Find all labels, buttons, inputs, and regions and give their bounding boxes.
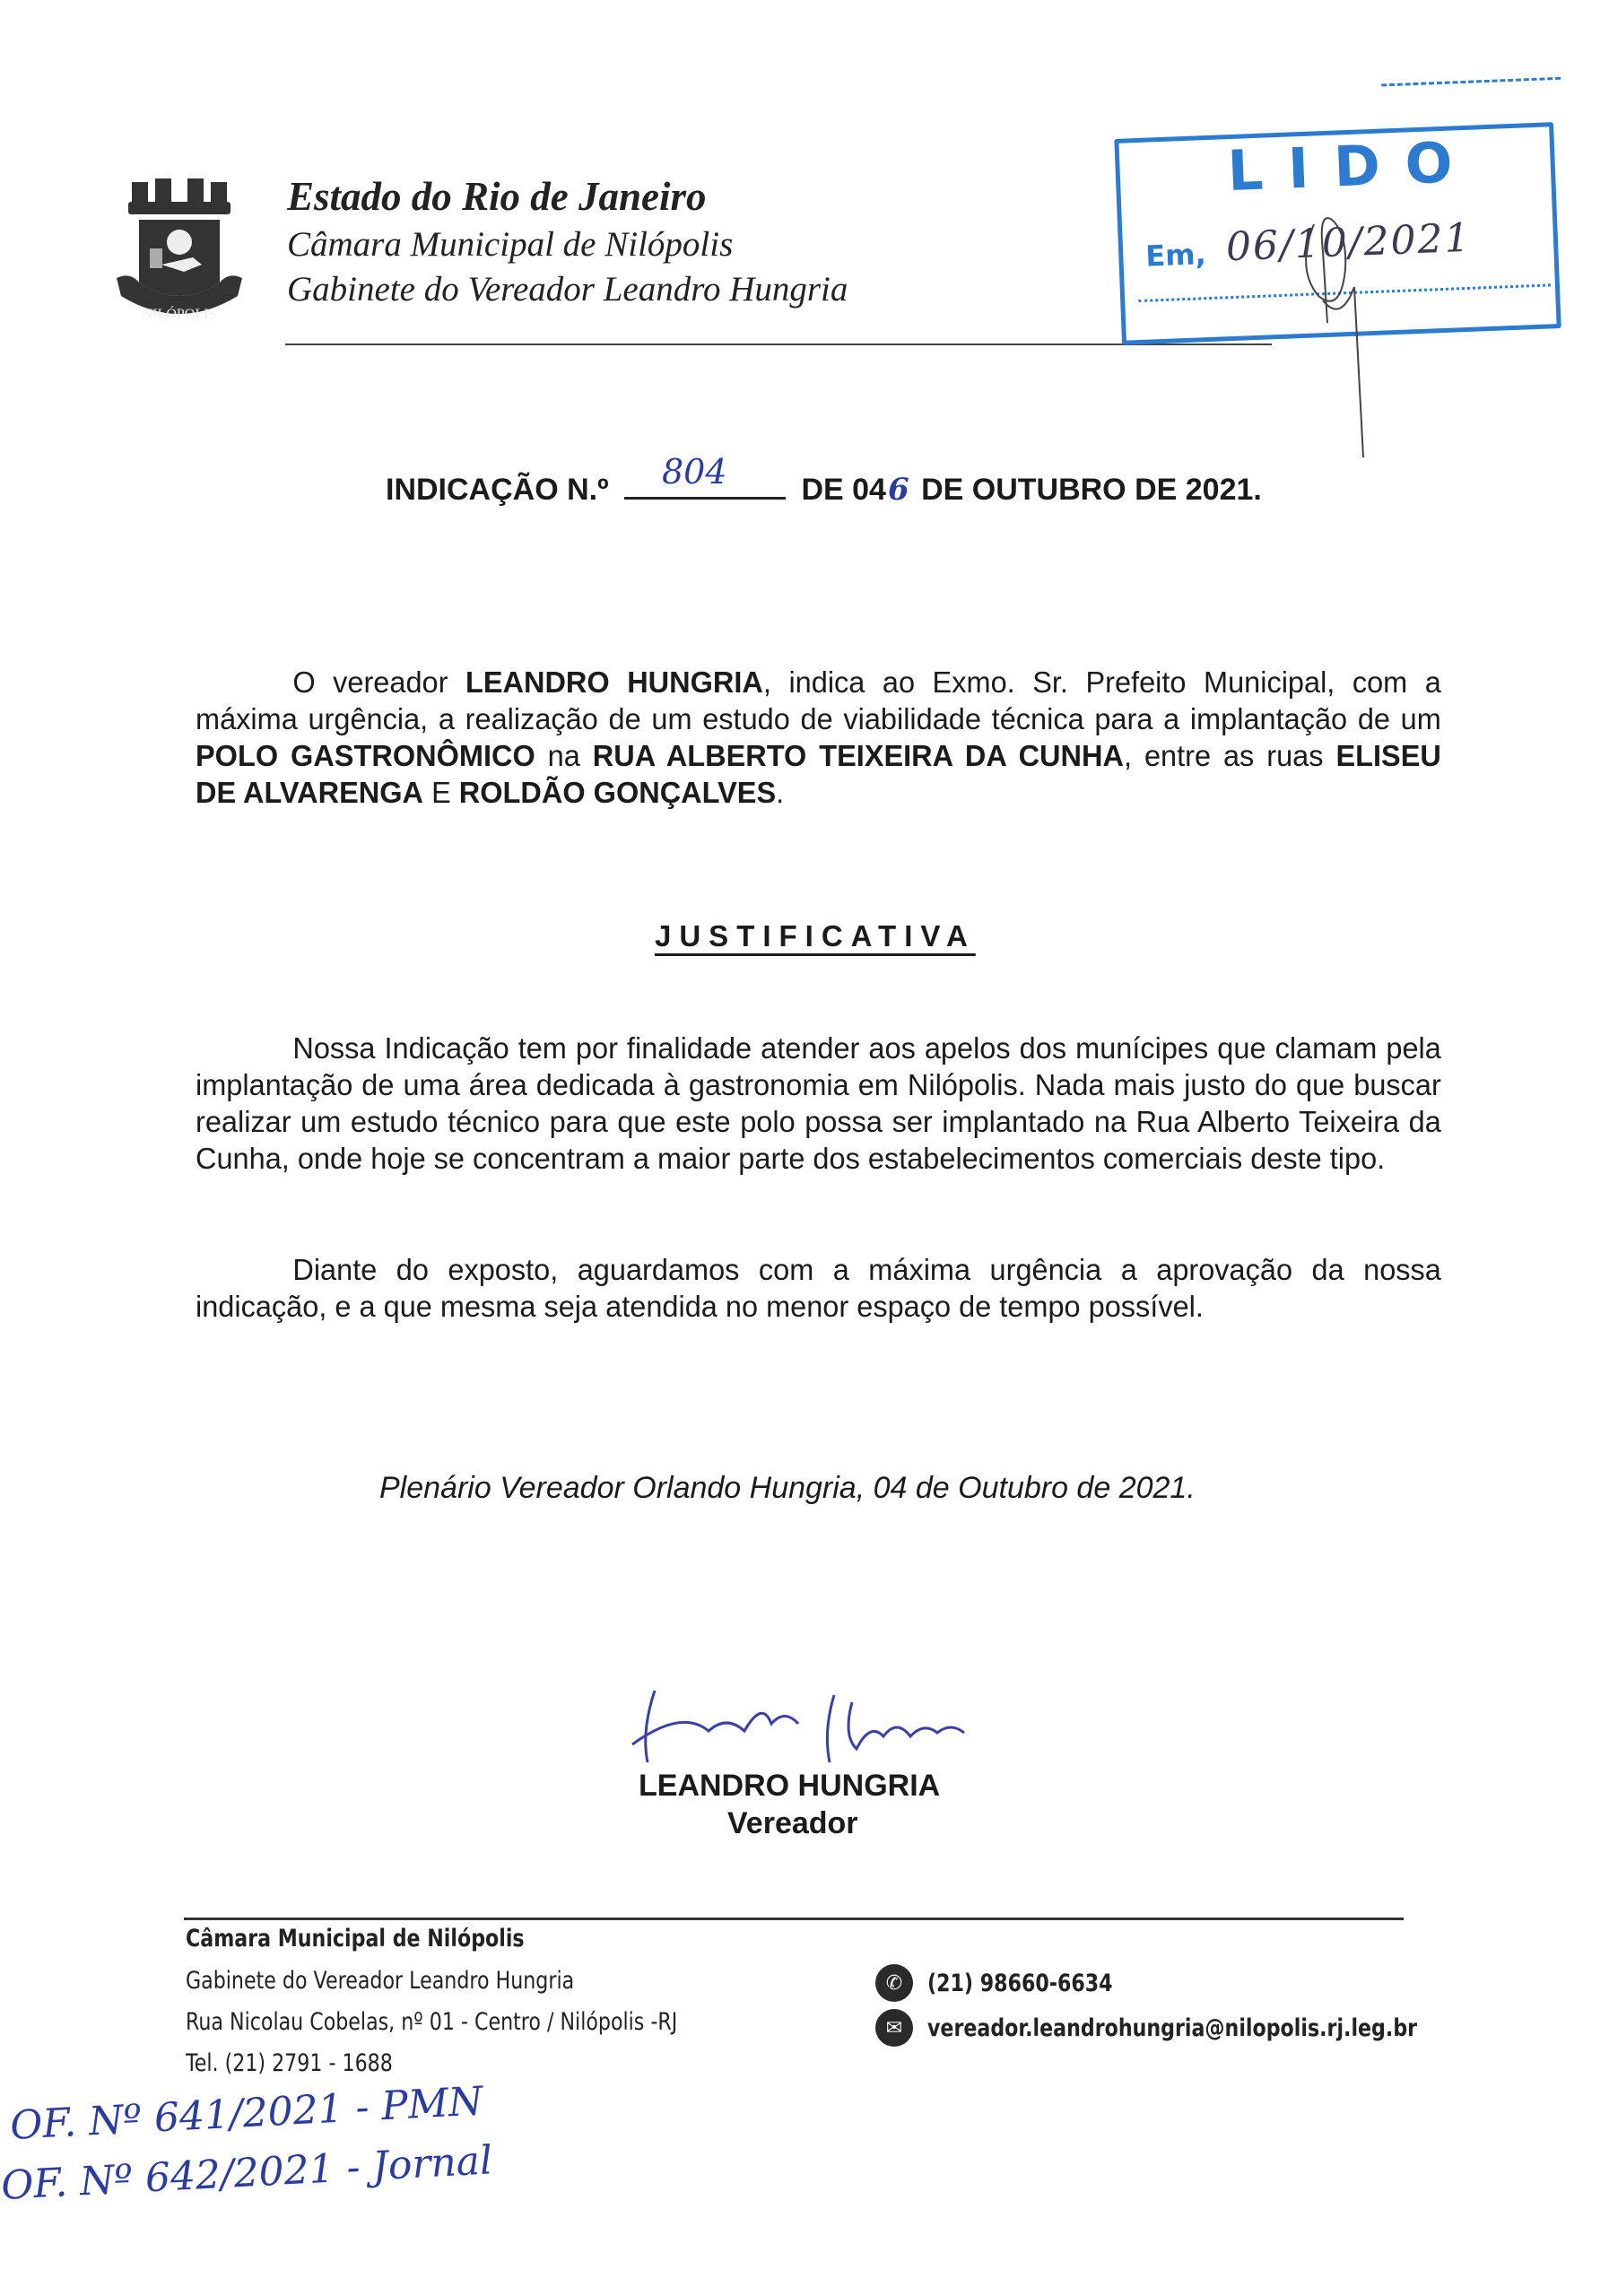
crest-text: NILÓPOLIS	[142, 307, 217, 322]
footer-telephone: Tel. (21) 2791 - 1688	[186, 2049, 393, 2077]
whatsapp-icon: ✆	[875, 1964, 913, 2002]
footer-office: Gabinete do Vereador Leandro Hungria	[186, 1967, 575, 1995]
place-date-line: Plenário Vereador Orlando Hungria, 04 de Outubro de 2021.	[379, 1471, 1196, 1505]
stamp-top-dash	[1381, 77, 1561, 87]
footer-address: Rua Nicolau Cobelas, nº 01 - Centro / Nilópolis -RJ	[186, 2008, 678, 2036]
text-run: , indica ao Exmo. Sr. Prefeito Municipal, com a máxima urgência, a realização de um estudo de viabilidade técnica para a implantação de um	[196, 665, 1441, 735]
footer-whatsapp	[875, 1964, 1153, 2002]
emphasis-run: POLO GASTRONÔMICO	[196, 739, 535, 772]
signatory-role: Vereador	[727, 1806, 858, 1840]
footer-email	[875, 2009, 1525, 2047]
justificativa-paragraph-1	[196, 1030, 1441, 1177]
indicacao-paragraph	[196, 664, 1441, 811]
initials-signature	[1292, 215, 1408, 466]
justificativa-title: JUSTIFICATIVA	[655, 919, 976, 952]
stamp-handwritten-date: 06/10/2021	[1225, 214, 1473, 271]
justificativa-text-2: Diante do exposto, aguardamos com a máxima urgência a aprovação da nossa indicação, e a que mesma seja atendida no menor espaço de tempo possível.	[196, 1253, 1441, 1323]
emphasis-run: RUA ALBERTO TEIXEIRA DA CUNHA	[592, 739, 1124, 772]
text-run: O vereador	[292, 665, 465, 699]
indicacao-number: 804	[661, 452, 727, 491]
indicacao-suffix: DE OUTUBRO DE 2021.	[921, 473, 1262, 507]
handwritten-note-2: OF. Nº 642/2021 - Jornal	[0, 2137, 494, 2209]
stamp-prefix: Em,	[1144, 237, 1207, 274]
envelope-icon: ✉	[875, 2009, 913, 2047]
header-chamber: Câmara Municipal de Nilópolis	[287, 225, 734, 264]
text-run: E	[423, 776, 459, 809]
emphasis-run: ROLDÃO GONÇALVES	[458, 776, 777, 809]
indicacao-number-blank	[624, 452, 786, 500]
text-run: .	[776, 776, 785, 809]
indicacao-day: 04	[852, 473, 886, 507]
handwritten-signature	[628, 1686, 1005, 1767]
header-office: Gabinete do Vereador Leandro Hungria	[287, 270, 848, 309]
justificativa-text-1: Nossa Indicação tem por finalidade atender aos apelos dos munícipes que clamam pela implantação de uma área dedicada à gastronomia em Nilópolis. Nada mais justo do que buscar realizar um estudo técnico para que este polo possa ser implantado na Rua Alberto Teixeira da Cunha, onde hoje se concentram a maior parte dos estabelecimentos comerciais deste tipo.	[196, 1031, 1441, 1175]
stamp-label: LIDO	[1226, 128, 1479, 204]
whatsapp-number: (21) 98660-6634	[927, 1969, 1113, 1997]
text-run: na	[535, 739, 593, 772]
header-state: Estado do Rio de Janeiro	[287, 174, 707, 219]
handwritten-note-1: OF. Nº 641/2021 - PMN	[9, 2078, 484, 2149]
text-run: , entre as ruas	[1123, 739, 1336, 772]
footer-org: Câmara Municipal de Nilópolis	[186, 1925, 525, 1952]
signatory-name: LEANDRO HUNGRIA	[639, 1769, 941, 1803]
justificativa-paragraph-2	[196, 1251, 1441, 1325]
nilopolis-crest-logo	[112, 175, 247, 336]
footer-divider	[184, 1918, 1404, 1920]
indicacao-heading	[386, 452, 1262, 508]
emphasis-run: LEANDRO HUNGRIA	[465, 665, 763, 699]
emphasis-run: ELISEU DE ALVARENGA	[196, 739, 1441, 809]
email-address: vereador.leandrohungria@nilopolis.rj.leg.br	[927, 2013, 1418, 2042]
indicacao-de: DE	[801, 473, 844, 507]
indicacao-prefix: INDICAÇÃO N.º	[386, 473, 609, 507]
indicacao-day-correction: 6	[887, 472, 909, 508]
